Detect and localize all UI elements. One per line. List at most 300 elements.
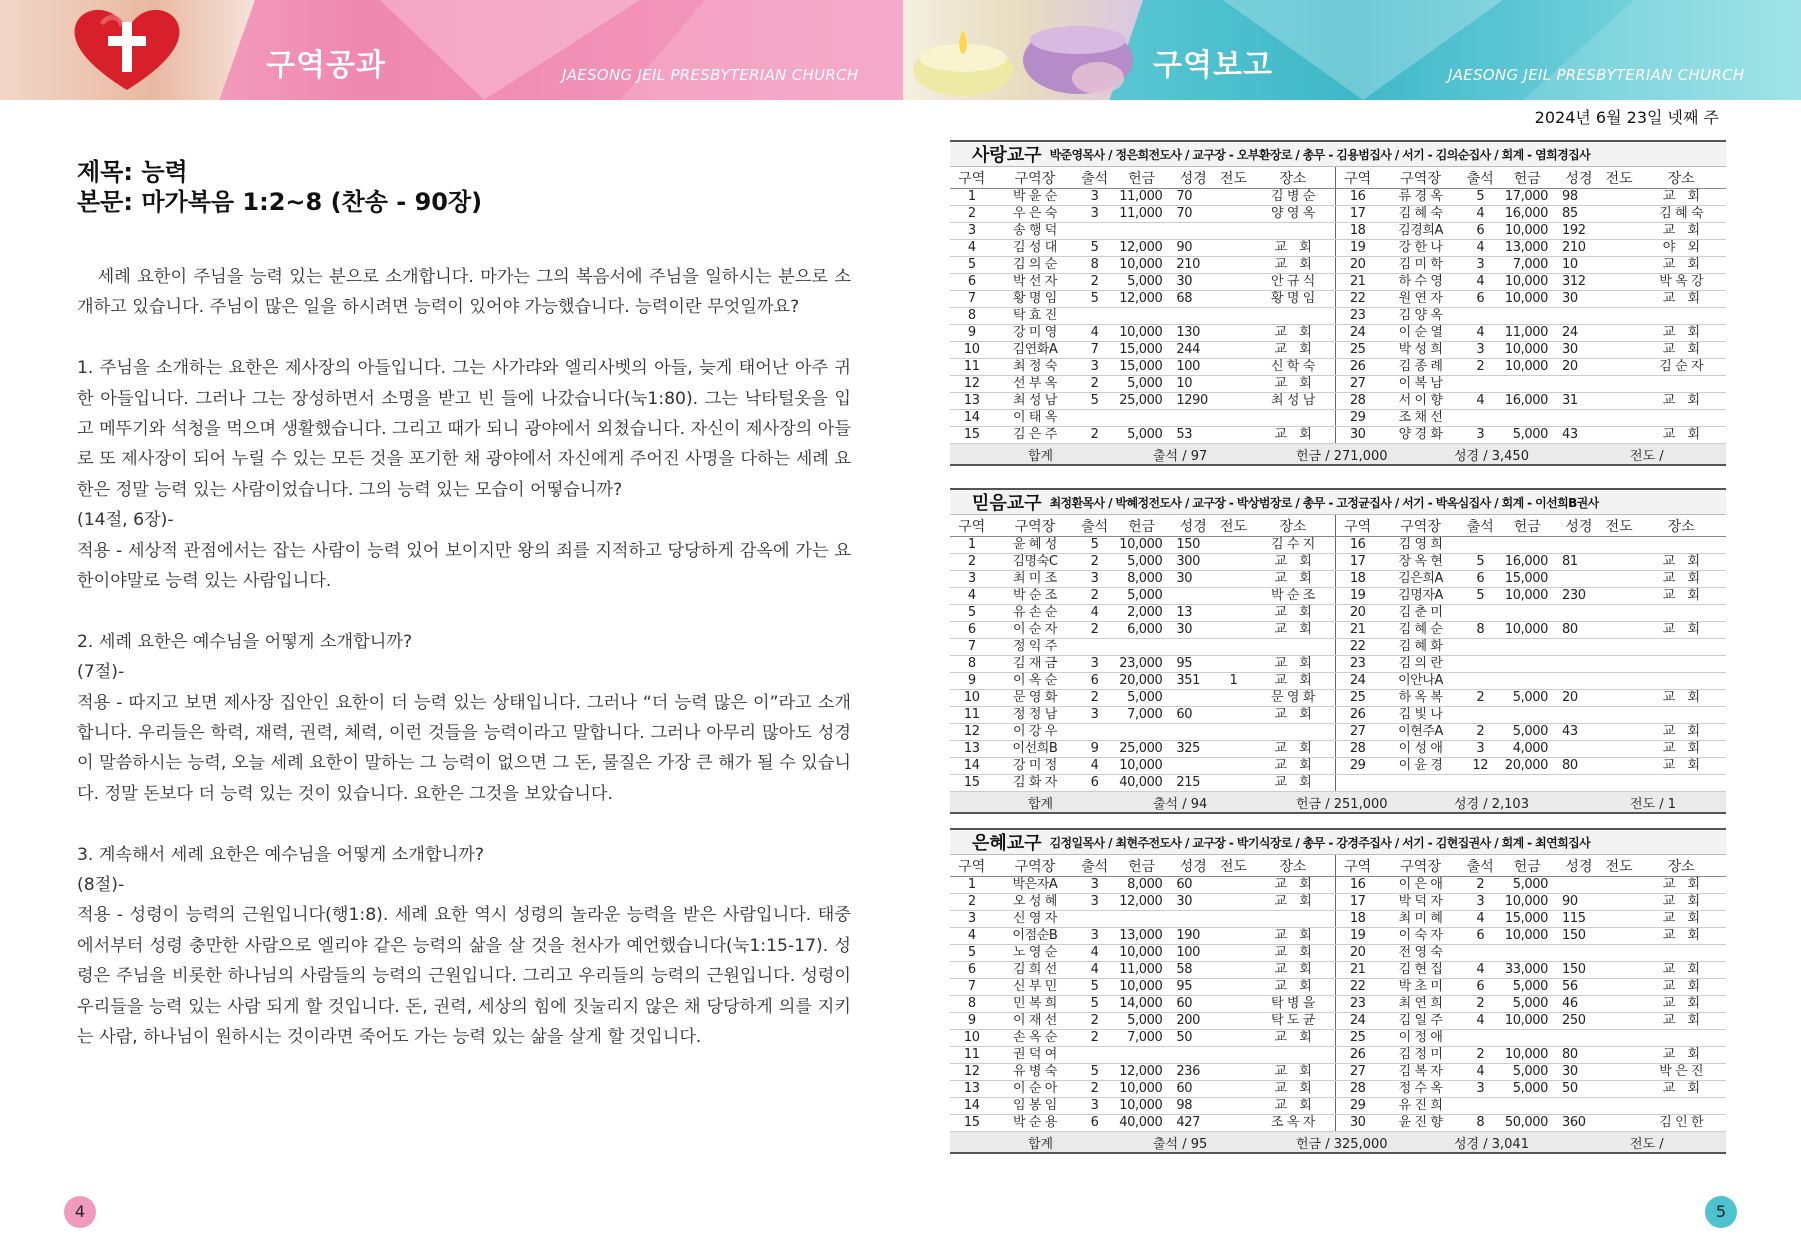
table-cell: 28 — [1336, 393, 1380, 410]
table-cell — [1216, 1013, 1250, 1030]
table-cell — [1556, 376, 1602, 393]
table-cell — [1602, 274, 1636, 291]
table-cell: 탁 병 을 — [1251, 996, 1336, 1013]
table-cell — [1499, 1030, 1556, 1047]
table-cell — [1602, 1115, 1636, 1132]
table-cell: 교 회 — [1636, 427, 1726, 444]
table-cell — [1556, 571, 1602, 588]
table-cell — [1602, 257, 1636, 274]
table-row — [950, 656, 1726, 673]
sermon-paragraph: 적용 - 세상적 관점에서는 잡는 사람이 능력 있어 보이지만 왕의 죄를 지적하고 당당하게 감옥에 가는 요한이야말로 능력 있는 사람입니다. — [77, 540, 851, 592]
table-cell: 20 — [1336, 945, 1380, 962]
table-cell: 16,000 — [1499, 393, 1556, 410]
table-cell: 58 — [1170, 962, 1216, 979]
table-cell: 김 정 미 — [1379, 1047, 1462, 1064]
table-cell: 6 — [950, 962, 994, 979]
table-cell: 8 — [1462, 622, 1499, 639]
table-cell — [1602, 427, 1636, 444]
table-cell — [1170, 1047, 1216, 1064]
table-cell: 이현주A — [1379, 724, 1462, 741]
table-cell: 윤 진 향 — [1379, 1115, 1462, 1132]
table-cell: 15 — [950, 775, 994, 792]
table-cell — [1602, 537, 1636, 554]
total-offering: 헌금 / 325,000 — [1296, 1136, 1388, 1152]
table-cell: 19 — [1336, 588, 1380, 605]
table-cell: 21 — [1336, 622, 1380, 639]
table-row — [950, 911, 1726, 928]
table-cell: 10,000 — [1499, 1013, 1556, 1030]
district-report — [950, 828, 1726, 1154]
table-cell: 1 — [1216, 673, 1250, 690]
table-cell — [1636, 376, 1726, 393]
table-cell: 2 — [950, 554, 994, 571]
table-cell: 15,000 — [1113, 359, 1170, 376]
table-cell: 325 — [1170, 741, 1216, 758]
table-cell: 이 태 옥 — [994, 410, 1077, 427]
table-cell: 30 — [1170, 622, 1216, 639]
sermon-paragraph: 적용 - 따지고 보면 제사장 집안인 요한이 더 능력 있는 상태입니다. 그러나 “더 능력 많은 이”라고 소개합니다. 우리들은 학력, 재력, 권력, 체력, 이런 것들을 능력이라고 말합니다. 그러나 아무리 많아도 성경이 말씀하시는 능력, 오늘 세례 요한이 말하는 그 능력이 없으면 그 돈, 물질은 가장 큰 해가 될 수 있습니다. 정말 돈보다 더 능력 있는 것이 있습니다. 요한은 그것을 보았습니다. — [77, 692, 851, 804]
table-cell: 2 — [1076, 274, 1113, 291]
table-cell: 김 순 자 — [1636, 359, 1726, 376]
column-header: 장소 — [1251, 855, 1336, 877]
column-header: 헌금 — [1113, 515, 1170, 537]
table-cell — [1499, 1098, 1556, 1115]
column-header: 구역장 — [994, 855, 1077, 877]
paragraph-gap — [77, 596, 851, 626]
column-header: 구역 — [950, 167, 994, 189]
table-cell — [1556, 707, 1602, 724]
table-cell: 교 회 — [1251, 376, 1336, 393]
table-cell: 교 회 — [1636, 291, 1726, 308]
table-cell — [1602, 410, 1636, 427]
table-cell: 60 — [1170, 877, 1216, 894]
table-cell: 46 — [1556, 996, 1602, 1013]
table-cell: 2 — [1076, 588, 1113, 605]
table-cell: 11 — [950, 359, 994, 376]
table-cell: 4 — [1462, 393, 1499, 410]
table-cell: 8 — [950, 996, 994, 1013]
table-cell — [1499, 656, 1556, 673]
table-cell: 3 — [950, 911, 994, 928]
table-cell — [1602, 690, 1636, 707]
table-cell — [1216, 308, 1250, 325]
table-cell: 10,000 — [1113, 537, 1170, 554]
table-cell — [1636, 605, 1726, 622]
table-cell: 강 미 영 — [994, 325, 1077, 342]
table-cell: 우 은 숙 — [994, 206, 1077, 223]
table-cell: 43 — [1556, 427, 1602, 444]
table-cell: 신 영 자 — [994, 911, 1077, 928]
table-cell: 이안나A — [1379, 673, 1462, 690]
table-cell: 190 — [1170, 928, 1216, 945]
paragraph-gap — [77, 809, 851, 839]
table-cell: 이 숙 자 — [1379, 928, 1462, 945]
table-cell: 4 — [950, 928, 994, 945]
total-label: 합계 — [1028, 796, 1054, 812]
sermon-title: 제목: 능력 — [77, 158, 188, 186]
table-cell: 14 — [950, 410, 994, 427]
table-cell — [1216, 257, 1250, 274]
table-cell: 김 일 주 — [1379, 1013, 1462, 1030]
table-cell: 14,000 — [1113, 996, 1170, 1013]
table-cell — [1556, 673, 1602, 690]
table-cell — [1216, 639, 1250, 656]
table-cell — [1216, 724, 1250, 741]
table-cell: 정 수 옥 — [1379, 1081, 1462, 1098]
column-header: 구역 — [950, 515, 994, 537]
table-cell — [1556, 639, 1602, 656]
table-cell: 이 순 열 — [1379, 325, 1462, 342]
table-cell: 김 영 희 — [1379, 537, 1462, 554]
table-cell: 30 — [1170, 274, 1216, 291]
column-header: 성경 — [1170, 167, 1216, 189]
table-cell: 박 초 미 — [1379, 979, 1462, 996]
table-cell — [1602, 605, 1636, 622]
table-cell — [1602, 571, 1636, 588]
table-cell: 10,000 — [1499, 274, 1556, 291]
table-cell: 교 회 — [1636, 758, 1726, 775]
table-cell: 7,000 — [1113, 1030, 1170, 1047]
table-cell: 하 수 영 — [1379, 274, 1462, 291]
table-cell: 427 — [1170, 1115, 1216, 1132]
table-cell: 김 희 선 — [994, 962, 1077, 979]
table-cell: 3 — [1462, 427, 1499, 444]
table-cell — [1499, 639, 1556, 656]
column-header: 출석 — [1076, 167, 1113, 189]
table-cell — [1216, 342, 1250, 359]
sermon-paragraph: (14절, 6장)- — [77, 510, 174, 531]
table-cell: 김 춘 미 — [1379, 605, 1462, 622]
table-cell — [1170, 758, 1216, 775]
table-cell — [1602, 223, 1636, 240]
table-cell: 김경희A — [1379, 223, 1462, 240]
table-cell: 60 — [1170, 1081, 1216, 1098]
table-cell: 교 회 — [1251, 571, 1336, 588]
table-cell — [1216, 1047, 1250, 1064]
table-cell: 이 재 선 — [994, 1013, 1077, 1030]
table-cell — [1170, 724, 1216, 741]
table-row — [950, 588, 1726, 605]
report-date: 2024년 6월 23일 넷째 주 — [1534, 108, 1719, 127]
table-cell: 교 회 — [1636, 928, 1726, 945]
table-row — [950, 1098, 1726, 1115]
table-cell — [1462, 605, 1499, 622]
table-cell: 이 복 남 — [1379, 376, 1462, 393]
table-cell: 3 — [1462, 257, 1499, 274]
table-cell: 20,000 — [1113, 673, 1170, 690]
table-cell: 5,000 — [1113, 274, 1170, 291]
sermon-paragraph: (8절)- — [77, 875, 125, 896]
table-row — [950, 1047, 1726, 1064]
table-cell — [1216, 945, 1250, 962]
table-cell: 12 — [1462, 758, 1499, 775]
table-cell: 5 — [1076, 1064, 1113, 1081]
table-cell — [1216, 537, 1250, 554]
table-cell — [1462, 410, 1499, 427]
table-cell — [1216, 571, 1250, 588]
table-cell — [1462, 1030, 1499, 1047]
table-cell: 박 덕 자 — [1379, 894, 1462, 911]
table-cell: 30 — [1170, 571, 1216, 588]
table-cell — [1602, 996, 1636, 1013]
table-cell: 3 — [1076, 894, 1113, 911]
table-row — [950, 537, 1726, 554]
table-cell: 김 미 학 — [1379, 257, 1462, 274]
table-cell: 권 덕 여 — [994, 1047, 1077, 1064]
table-cell: 19 — [1336, 928, 1380, 945]
table-cell: 6 — [1076, 673, 1113, 690]
table-cell: 15 — [950, 427, 994, 444]
table-cell: 20 — [1336, 257, 1380, 274]
right-page-banner — [903, 0, 1801, 100]
table-cell — [1251, 724, 1336, 741]
table-cell: 351 — [1170, 673, 1216, 690]
table-cell: 5,000 — [1113, 427, 1170, 444]
table-cell: 교 회 — [1251, 554, 1336, 571]
table-cell: 8,000 — [1113, 877, 1170, 894]
column-header: 전도 — [1216, 515, 1250, 537]
table-cell: 70 — [1170, 189, 1216, 206]
table-cell: 10,000 — [1113, 257, 1170, 274]
table-cell: 교 회 — [1636, 1047, 1726, 1064]
table-cell: 2 — [1462, 724, 1499, 741]
table-cell — [1251, 1047, 1336, 1064]
table-cell: 교 회 — [1636, 393, 1726, 410]
total-evangelism: 전도 / 1 — [1630, 796, 1677, 812]
table-cell — [1170, 223, 1216, 240]
table-cell — [1556, 877, 1602, 894]
table-cell — [1076, 724, 1113, 741]
table-cell: 교 회 — [1251, 605, 1336, 622]
table-cell: 서 이 향 — [1379, 393, 1462, 410]
table-row — [950, 1013, 1726, 1030]
table-cell: 5,000 — [1113, 588, 1170, 605]
table-cell: 김명숙C — [994, 554, 1077, 571]
table-cell: 22 — [1336, 979, 1380, 996]
table-cell — [1636, 1098, 1726, 1115]
table-row — [950, 325, 1726, 342]
table-cell: 김 화 자 — [994, 775, 1077, 792]
table-cell: 노 영 순 — [994, 945, 1077, 962]
table-cell: 유 병 숙 — [994, 1064, 1077, 1081]
table-cell: 2 — [1076, 1013, 1113, 1030]
table-cell: 교 회 — [1251, 325, 1336, 342]
table-cell: 5,000 — [1113, 554, 1170, 571]
table-cell: 13,000 — [1113, 928, 1170, 945]
table-cell: 3 — [950, 571, 994, 588]
table-cell: 신 학 숙 — [1251, 359, 1336, 376]
table-cell — [1602, 622, 1636, 639]
table-row — [950, 554, 1726, 571]
table-cell: 70 — [1170, 206, 1216, 223]
banner-facet — [1523, 0, 1801, 100]
table-cell — [1602, 656, 1636, 673]
table-cell: 박은자A — [994, 877, 1077, 894]
table-cell: 3 — [1462, 741, 1499, 758]
table-cell: 60 — [1170, 707, 1216, 724]
table-cell: 문 영 화 — [994, 690, 1077, 707]
table-row — [950, 427, 1726, 444]
table-cell: 5,000 — [1113, 376, 1170, 393]
column-header: 헌금 — [1499, 515, 1556, 537]
table-cell: 조 채 선 — [1379, 410, 1462, 427]
table-cell: 김 혜 화 — [1379, 639, 1462, 656]
page-number-right: 5 — [1705, 1196, 1737, 1228]
table-cell: 김 혜 순 — [1379, 622, 1462, 639]
district-report — [950, 488, 1726, 814]
table-cell: 20 — [1556, 690, 1602, 707]
table-cell: 양 영 옥 — [1251, 206, 1336, 223]
table-cell: 3 — [1076, 928, 1113, 945]
table-cell: 2 — [1462, 1047, 1499, 1064]
table-row — [950, 724, 1726, 741]
table-cell — [1462, 707, 1499, 724]
district-totals — [950, 1132, 1726, 1154]
table-cell: 황 명 임 — [994, 291, 1077, 308]
table-cell: 교 회 — [1251, 427, 1336, 444]
table-cell: 10,000 — [1499, 1047, 1556, 1064]
table-row — [950, 775, 1726, 792]
table-cell: 유 손 순 — [994, 605, 1077, 622]
left-page-banner — [0, 0, 903, 100]
table-cell: 조 옥 자 — [1251, 1115, 1336, 1132]
table-cell: 2 — [1462, 996, 1499, 1013]
banner-facet — [620, 0, 903, 100]
table-cell: 5 — [1462, 588, 1499, 605]
table-cell — [1556, 1098, 1602, 1115]
table-cell — [1216, 189, 1250, 206]
sermon-paragraph: (7절)- — [77, 662, 125, 683]
table-cell: 김 혜 숙 — [1636, 206, 1726, 223]
table-cell — [1113, 639, 1170, 656]
table-row — [950, 257, 1726, 274]
table-cell: 8 — [1462, 1115, 1499, 1132]
table-cell: 장 옥 현 — [1379, 554, 1462, 571]
table-cell — [1556, 656, 1602, 673]
table-cell: 이 순 아 — [994, 1081, 1077, 1098]
table-cell: 20,000 — [1499, 758, 1556, 775]
column-header: 전도 — [1602, 855, 1636, 877]
table-cell: 13 — [950, 393, 994, 410]
column-header: 구역장 — [994, 167, 1077, 189]
table-cell — [1602, 962, 1636, 979]
table-cell — [1462, 656, 1499, 673]
table-row — [950, 359, 1726, 376]
table-cell: 2 — [1076, 376, 1113, 393]
district-staff: 박준영목사 / 정은희전도사 / 교구장 - 오부환장로 / 총무 - 김용범집사 / 서기 - 김의순집사 / 회계 - 염희경집사 — [1049, 147, 1591, 162]
table-cell: 김 종 례 — [1379, 359, 1462, 376]
table-cell: 27 — [1336, 1064, 1380, 1081]
table-cell: 교 회 — [1251, 945, 1336, 962]
table-cell — [1602, 342, 1636, 359]
column-header: 성경 — [1170, 515, 1216, 537]
table-row — [950, 962, 1726, 979]
table-cell: 탁 효 진 — [994, 308, 1077, 325]
table-cell — [1216, 605, 1250, 622]
table-cell — [1216, 741, 1250, 758]
table-cell: 2 — [1076, 427, 1113, 444]
table-row — [950, 690, 1726, 707]
table-cell: 4 — [950, 240, 994, 257]
table-cell — [1170, 410, 1216, 427]
table-cell: 4 — [950, 588, 994, 605]
table-cell: 25,000 — [1113, 393, 1170, 410]
table-cell — [1602, 1081, 1636, 1098]
table-row — [950, 206, 1726, 223]
table-cell: 24 — [1556, 325, 1602, 342]
table-cell — [1216, 690, 1250, 707]
table-cell: 2 — [1076, 554, 1113, 571]
table-cell: 14 — [950, 758, 994, 775]
table-cell: 2 — [950, 206, 994, 223]
table-cell: 18 — [1336, 223, 1380, 240]
table-cell: 8 — [950, 308, 994, 325]
table-cell — [1216, 707, 1250, 724]
table-row — [950, 673, 1726, 690]
table-cell: 30 — [1556, 342, 1602, 359]
table-cell — [1462, 537, 1499, 554]
table-cell: 30 — [1556, 1064, 1602, 1081]
table-cell: 오 성 혜 — [994, 894, 1077, 911]
table-cell: 강 한 나 — [1379, 240, 1462, 257]
column-header: 출석 — [1462, 167, 1499, 189]
table-cell: 원 연 자 — [1379, 291, 1462, 308]
table-cell — [1251, 639, 1336, 656]
table-cell: 김 의 순 — [994, 257, 1077, 274]
banner-title: 구역보고 — [1153, 48, 1273, 83]
total-bible: 성경 / 3,450 — [1454, 448, 1529, 464]
table-row — [950, 223, 1726, 240]
table-cell — [1216, 206, 1250, 223]
table-cell — [1216, 894, 1250, 911]
table-cell — [1602, 393, 1636, 410]
table-cell: 30 — [1336, 1115, 1380, 1132]
total-label: 합계 — [1028, 1136, 1054, 1152]
table-cell: 10,000 — [1113, 1081, 1170, 1098]
sermon-paragraph: 적용 - 성령이 능력의 근원입니다(행1:8). 세례 요한 역시 성령의 놀라운 능력을 받은 사람입니다. 태중에서부터 성령 충만한 사람으로 엘리야 같은 능력의 삶을 살 것을 천사가 예언했습니다(눅1:15-17). 성령은 주님을 비롯한 하나님의 사람들의 능력의 근원입니다. 그리고 우리들의 능력의 근원입니다. 성령이 우리들을 능력 있는 사람 되게 할 것입니다. 돈, 권력, 세상의 힘에 짓눌리지 않은 채 당당하게 의를 지키는 사람, 하나님이 원하시는 것이라면 죽어도 가는 능력 있는 삶을 살게 할 것입니다. — [77, 905, 851, 1048]
table-row — [950, 393, 1726, 410]
column-header: 성경 — [1556, 855, 1602, 877]
table-cell: 53 — [1170, 427, 1216, 444]
table-cell: 27 — [1336, 724, 1380, 741]
table-cell: 3 — [1076, 359, 1113, 376]
table-cell: 18 — [1336, 911, 1380, 928]
table-cell: 선 부 옥 — [994, 376, 1077, 393]
table-cell: 교 회 — [1251, 1098, 1336, 1115]
table-cell — [1602, 911, 1636, 928]
table-cell: 25 — [1336, 1030, 1380, 1047]
table-cell: 29 — [1336, 758, 1380, 775]
table-cell: 33,000 — [1499, 962, 1556, 979]
table-cell — [1462, 376, 1499, 393]
table-cell: 210 — [1556, 240, 1602, 257]
table-cell — [1251, 410, 1336, 427]
table-cell — [1216, 1064, 1250, 1081]
table-cell: 30 — [1336, 427, 1380, 444]
table-cell: 5,000 — [1499, 1081, 1556, 1098]
table-cell: 6 — [1462, 979, 1499, 996]
column-header: 장소 — [1636, 855, 1726, 877]
table-cell: 11,000 — [1499, 325, 1556, 342]
table-cell: 교 회 — [1636, 741, 1726, 758]
table-cell: 교 회 — [1636, 996, 1726, 1013]
table-cell: 교 회 — [1251, 707, 1336, 724]
table-cell — [1462, 945, 1499, 962]
table-cell — [1602, 189, 1636, 206]
table-cell — [1602, 758, 1636, 775]
table-row — [950, 996, 1726, 1013]
table-cell: 하 옥 복 — [1379, 690, 1462, 707]
